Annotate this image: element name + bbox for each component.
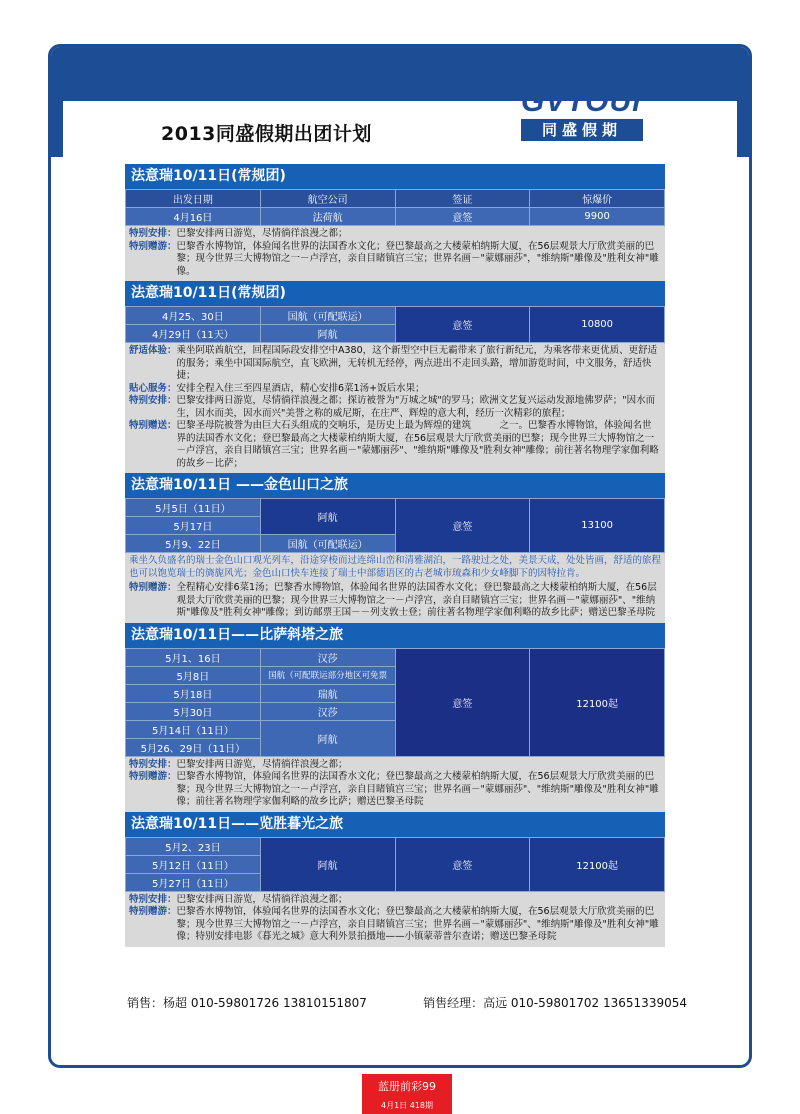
airline-cell: 汉莎: [260, 702, 395, 720]
note: [129, 241, 661, 279]
schedule-table: [125, 648, 665, 757]
date-cell: 5月1、16日: [126, 648, 261, 666]
visa-cell: 意签: [395, 208, 530, 226]
section-title: 法意瑞10/11日——比萨斜塔之旅: [125, 623, 665, 648]
airline-cell: 阿航: [260, 325, 395, 343]
note: [129, 383, 661, 396]
schedule-table: [125, 189, 665, 226]
airline-cell: 阿航: [260, 499, 395, 535]
date-cell: 5月9、22日: [126, 535, 261, 553]
tour-plan-content: [125, 164, 665, 947]
price-cell: 9900: [530, 208, 665, 226]
airline-cell: 瑞航: [260, 684, 395, 702]
note-label: 特别安排：: [129, 395, 177, 406]
note-text: 巴黎香水博物馆，体验闻名世界的法国香水文化；登巴黎最高之大楼蒙柏纳斯大厦，在56层观景大厅欣赏美丽的巴黎；现今世界三大博物馆之一－卢浮宫，亲自目睹镇宫三宝；世界名画－"蒙娜丽莎"、"维纳斯"雕像及"胜利女神"雕像；前往著名物理学家伽利略的故乡比萨；赠送巴黎圣母院: [176, 771, 659, 807]
note-text: 巴黎安排两日游览，尽情徜徉浪漫之都；: [176, 758, 348, 770]
table-row: [126, 307, 665, 325]
note-label: 特别赠游：: [129, 906, 177, 917]
column-header: 惊爆价: [530, 190, 665, 208]
airline-cell: 国航（可配联运部分地区可免票: [260, 666, 395, 684]
table-row: [126, 648, 665, 666]
schedule-table: [125, 498, 665, 553]
note: [129, 345, 661, 383]
note-text: 巴黎安排两日游览，尽情徜徉浪漫之都；探访被誉为"万城之城"的罗马；欧洲文艺复兴运动发源地佛罗萨；"因水而生，因水而美，因水而兴"美誉之称的威尼斯，在庄严、辉煌的意大利，经历一次精彩的旅程；: [176, 395, 656, 419]
note-text: 全程精心安排6菜1汤；巴黎香水博物馆，体验闻名世界的法国香水文化；登巴黎最高之大楼蒙柏纳斯大厦，在56层观景大厅欣赏美丽的巴黎；现今世界三大博物馆之一－卢浮宫，亲自目睹镇宫三宝；世界名画－"蒙娜丽莎"、"维纳斯"雕像及"胜利女神"雕像；到访邮票王国－－列支敦士登；前往著名物理学家伽利略的故乡比萨；赠送巴黎圣母院: [176, 582, 657, 618]
note-label: 特别赠送：: [129, 420, 177, 431]
airline-cell: 阿航: [260, 837, 395, 891]
sales-contact: 销售：杨超 010-59801726 13810151807: [127, 996, 367, 1010]
section-notes: [125, 580, 665, 623]
airline-cell: 汉莎: [260, 648, 395, 666]
tour-section: [125, 281, 665, 473]
tour-section: [125, 623, 665, 812]
table-row: [126, 499, 665, 517]
note-text: 巴黎安排两日游览，尽情徜徉浪漫之都；: [176, 893, 348, 905]
sales-contacts: [127, 994, 687, 1011]
note-label: 特别赠游：: [129, 240, 177, 252]
visa-cell: 意签: [395, 648, 530, 756]
tour-section: [125, 473, 665, 623]
date-cell: 5月26、29日（11日）: [126, 738, 261, 756]
airline-cell: 法荷航: [260, 208, 395, 226]
note-label: 舒适体验：: [129, 345, 177, 356]
tour-section: [125, 164, 665, 281]
visa-cell: 意签: [395, 837, 530, 891]
page-title: 2013同盛假期出团计划: [161, 123, 372, 145]
price-cell: 10800: [530, 307, 665, 343]
note: [129, 395, 661, 420]
tour-section: [125, 812, 665, 947]
schedule-table: [125, 837, 665, 892]
price-cell: 12100起: [530, 837, 665, 891]
section-title: 法意瑞10/11日(常规团): [125, 164, 665, 189]
note-label: 贴心服务：: [129, 382, 177, 394]
date-cell: 4月25、30日: [126, 307, 261, 325]
visa-cell: 意签: [395, 499, 530, 553]
column-header: 航空公司: [260, 190, 395, 208]
note: [129, 759, 661, 772]
schedule-table: [125, 306, 665, 343]
logo-wordmark: GVTOUr: [521, 85, 645, 118]
sales-manager-contact: 销售经理：高远 010-59801702 13651339054: [423, 996, 687, 1010]
date-cell: 4月16日: [126, 208, 261, 226]
section-title: 法意瑞10/11日 ——金色山口之旅: [125, 473, 665, 498]
date-cell: 5月8日: [126, 666, 261, 684]
note-text: 巴黎香水博物馆，体验闻名世界的法国香水文化；登巴黎最高之大楼蒙柏纳斯大厦，在56层观景大厅欣赏美丽的巴黎；现今世界三大博物馆之一－卢浮宫，亲自目睹镇宫三宝；世界名画－"蒙娜丽莎"，"维纳斯"雕像及"胜利女神"雕像。: [176, 240, 659, 277]
airline-cell: 国航（可配联运）: [260, 307, 395, 325]
note-label: 特别安排：: [129, 228, 177, 239]
section-notes: [125, 892, 665, 947]
date-cell: 5月12日（11日）: [126, 855, 261, 873]
note-text: 安排全程入住三至四星酒店，精心安排6菜1汤+饭后水果；: [176, 382, 425, 394]
price-cell: 13100: [530, 499, 665, 553]
note-label: 特别赠游：: [129, 582, 177, 593]
date-cell: 5月2、23日: [126, 837, 261, 855]
date-cell: 5月14日（11日）: [126, 720, 261, 738]
date-cell: 5月5日（11日）: [126, 499, 261, 517]
date-cell: 5月27日（11日）: [126, 873, 261, 891]
visa-cell: 意签: [395, 307, 530, 343]
table-row: [126, 208, 665, 226]
note-text: 巴黎香水博物馆，体验闻名世界的法国香水文化；登巴黎最高之大楼蒙柏纳斯大厦，在56层观景大厅欣赏美丽的巴黎；现今世界三大博物馆之一－卢浮宫，亲自目睹镇宫三宝；世界名画－"蒙娜丽莎"、"维纳斯"雕像及"胜利女神"雕像；特别安排电影《暮光之城》意大利外景拍摄地——小镇蒙蒂普尔查诺；赠送巴黎圣母院: [176, 906, 659, 942]
note: [129, 228, 661, 241]
note-label: 特别安排：: [129, 758, 177, 770]
date-cell: 5月18日: [126, 684, 261, 702]
note: [129, 771, 661, 809]
table-header-row: [126, 190, 665, 208]
note-label: 特别赠游：: [129, 771, 177, 782]
airline-cell: 阿航: [260, 720, 395, 756]
route-intro: 乘坐久负盛名的瑞士金色山口观光列车，沿途穿梭而过连绵山峦和清雅湖泊，一路驶过之处，美景天成，处处皆画，舒适的旅程也可以饱览瑞士的旖旎风光；金色山口快车连接了瑞士中部德语区的古老城市琉森和少女峰脚下的因特拉肯。: [129, 555, 662, 579]
date-cell: 4月29日（11天）: [126, 325, 261, 343]
issue-date: 4月1日 418期: [381, 1101, 433, 1110]
section-title: 法意瑞10/11日——览胜暮光之旅: [125, 812, 665, 837]
price-cell: 12100起: [530, 648, 665, 756]
note-text: 巴黎圣母院被誉为由巨大石头组成的交响乐，是历史上最为辉煌的建筑 之一。巴黎香水博物馆，体验闻名世界的法国香水文化；登巴黎最高之大楼蒙柏纳斯大厦，在56层观景大厅欣赏美丽的巴黎；现今世界三大博物馆之一－卢浮宫，亲自目睹镇宫三宝；世界名画－"蒙娜丽莎"、"维纳斯"雕像及"胜利女神"雕像；前往著名物理学家伽利略的故乡－比萨；: [176, 420, 659, 469]
date-cell: 5月30日: [126, 702, 261, 720]
section-notes: [125, 226, 665, 281]
note: [129, 906, 661, 944]
table-row: [126, 837, 665, 855]
issue-label: 蓝册前彩99: [378, 1080, 436, 1093]
note-text: 巴黎安排两日游览，尽情徜徉浪漫之都；: [176, 228, 348, 239]
section-title: 法意瑞10/11日(常规团): [125, 281, 665, 306]
brand-logo: [521, 87, 651, 143]
section-notes: [125, 757, 665, 812]
section-notes: [125, 343, 665, 473]
issue-tab: [362, 1074, 452, 1114]
note: [129, 420, 661, 470]
note-text: 乘坐阿联酋航空，回程国际段安排空中A380，这个新型空中巨无霸带来了旅行新纪元，为乘客带来更优质、更舒适的服务；乘坐中国国际航空，直飞欧洲，无转机无经停，两点进出不走回头路，增加游览时间，中文服务，舒适快捷；: [176, 345, 658, 381]
date-cell: 5月17日: [126, 517, 261, 535]
note-label: 特别安排：: [129, 893, 177, 905]
column-header: 出发日期: [126, 190, 261, 208]
note: [129, 894, 661, 907]
column-header: 签证: [395, 190, 530, 208]
logo-subtitle: 同盛假期: [521, 119, 643, 141]
airline-cell: 国航（可配联运）: [260, 535, 395, 553]
note: [129, 582, 661, 620]
